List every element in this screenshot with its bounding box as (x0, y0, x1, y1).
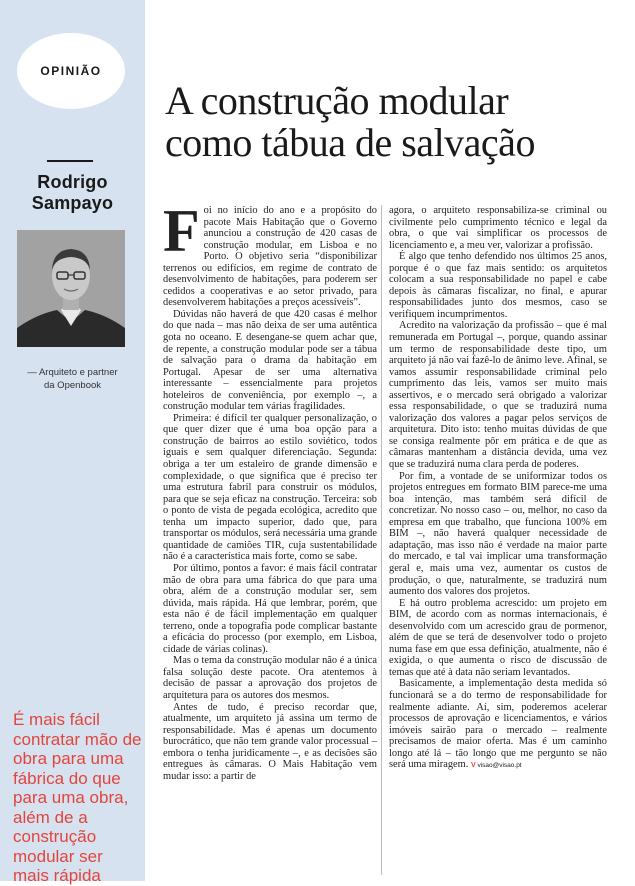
body-column-2 (389, 205, 607, 772)
paragraph: Por último, pontos a favor: é mais fácil contratar mão de obra para uma fábrica do que para uma obra, além de a construção modular ser, sem dúvida, mais rápida. Há que lembrar, porém, que esta não é de fácil implementação em qualquer terreno, onde a topografia pode complicar bastante a eficácia do processo (por exemplo, em Lisboa, cidade de várias colinas). (163, 562, 377, 655)
author-first-name: Rodrigo (37, 172, 108, 192)
author-portrait-icon (17, 230, 125, 347)
contact-email: visao@visao.pt (477, 762, 522, 770)
paragraph: É algo que tenho defendido nos últimos 25 anos, porque é o que faz mais sentido: os arquitetos colocam a sua responsabilidade no papel e cabe depois às câmaras fiscalizar, no final, e apurar responsabilidades junto dos mesmos, caso se verifiquem incumprimentos. (389, 251, 607, 320)
author-divider (47, 160, 93, 162)
paragraph (389, 678, 607, 771)
paragraph: Mas o tema da construção modular não é a única falsa solução deste pacote. Ora atentemos à decisão de passar a aprovação dos projetos de arquitetura para os autores dos mesmos. (163, 655, 377, 701)
paragraph (163, 198, 377, 309)
paragraph: Antes de tudo, é preciso recordar que, atualmente, um arquiteto já assina um termo de responsabilidade. Mas é apenas um documento burocrático, que não tem grande valor processual – embora o tenha juridicamente –, e as decisões são entregues às câmaras. O Mais Habitação vem mudar isso: a partir de (163, 701, 377, 782)
paragraph: E há outro problema acrescido: um projeto em BIM, de acordo com as normas internacionais, é desenvolvido com um acrescido grau de pormenor, além de que se terá de desenvolver todo o projeto numa fase em que essa definição, atualmente, não é exigida, o que aumenta o risco de discussão de temas que até à data não seriam levantados. (389, 597, 607, 678)
visao-logo-icon: V (470, 762, 476, 770)
pull-quote: É mais fácil contratar mão de obra para uma fábrica do que para uma obra, além de a construção modular ser mais rápida (13, 710, 142, 885)
headline (165, 80, 625, 164)
author-last-name: Sampayo (31, 193, 114, 213)
column-divider (381, 205, 382, 875)
drop-cap: F (163, 198, 200, 264)
sidebar (0, 0, 145, 885)
author-name (0, 172, 145, 214)
author-role-line1: — Arquiteto e partner (27, 367, 118, 378)
paragraph: Dúvidas não haverá de que 420 casas é melhor do que nada – mas não deixa de ser uma autêntica gota no oceano. E desengane-se quem achar que, de repente, a construção modular pode ser a tábua de salvação para o drama da habitação em Portugal. Apesar de ser uma alternativa interessante – essencialmente para projetos hoteleiros de conveniência, por exemplo –, a construção modular tem várias fragilidades. (163, 308, 377, 413)
paragraph-text: Basicamente, a implementação desta medida só funcionará se a do termo de responsabilidade for realmente adiante. Aí, sim, poderemos acelerar processos de aprovação e licenciamentos, e vários imóveis sairão para o mercado – realmente precisamos de maior oferta. Mas é um caminho longo até lá – tão longo que me pergunto se não será uma miragem. (389, 678, 607, 771)
paragraph: agora, o arquiteto responsabiliza-se criminal ou civilmente pelo cumprimento técnico e legal da obra, o que vai simplificar os processos de licenciamento e, a meu ver, valorizar a profissão. (389, 205, 607, 251)
author-role (0, 366, 145, 392)
body-column-1 (163, 198, 377, 782)
paragraph: Primeira: é difícil ter qualquer personalização, o que quer dizer que é uma boa opção para a construção de bairros ao estilo soviético, todos iguais e sem qualquer diferenciação. Segunda: obriga a ter um estaleiro de grande dimensão e complexidade, o que significa que é preciso ter uma estrutura fabril para construir os módulos, para que se seja eficaz na construção. Terceira: sob o ponto de vista de pegada ecológica, acredito que tenha um impacto superior, dado que, para transportar os módulos, será necessária uma grande quantidade de camiões TIR, cuja sustentabilidade não é a característica mais forte, como se sabe. (163, 412, 377, 563)
author-role-line2: da Openbook (43, 380, 102, 391)
paragraph: Acredito na valorização da profissão – que é mal remunerada em Portugal –, porque, quando assinar um termo de responsabilidade deste tipo, um arquiteto já não vai fazê-lo de ânimo leve. Afinal, se vamos assumir responsabilidade criminal pelo cumprimento das leis, vamos ser muito mais assertivos, e o mercado será obrigado a valorizar essa responsabilidade, o que se traduzirá numa valorização dos valores a pagar pelos serviços de arquitetura. Dito isto: tenho muitas dúvidas de que se consiga realmente pôr em prática e de que as câmaras mantenham a distância devida, uma vez que se traduzirá numa clara perda de poderes. (389, 320, 607, 471)
signature (471, 762, 522, 769)
paragraph-text: oi no início do ano e a propósito do pacote Mais Habitação que o Governo anunciou a construção de 420 casas de construção modular, em Lisboa e no Porto. O objetivo seria “disponibilizar terrenos ou edifícios, em regime de contrato de desenvolvimento de habitações, para poderem ser cedidos a cooperativas e ao setor privado, para desenvolverem habitações a preços acessíveis”. (163, 205, 377, 309)
headline-line1: A construção modular (165, 78, 509, 123)
headline-line2: como tábua de salvação (165, 120, 535, 165)
section-badge: OPINIÃO (17, 33, 125, 109)
author-photo (17, 230, 125, 347)
paragraph: Por fim, a vontade de se uniformizar todos os projetos entregues em formato BIM parece-me uma boa intenção, mas também será difícil de concretizar. No nosso caso – ou, melhor, no caso da empresa em que trabalho, que funciona 100% em BIM –, não haverá qualquer necessidade de adaptação, mas isso não é verdade na maior parte do mercado, e tal vai implicar uma transformação geral e, mais uma vez, aumentar os custos de produção, o que, naturalmente, se traduzirá num aumento dos valores dos projetos. (389, 470, 607, 598)
